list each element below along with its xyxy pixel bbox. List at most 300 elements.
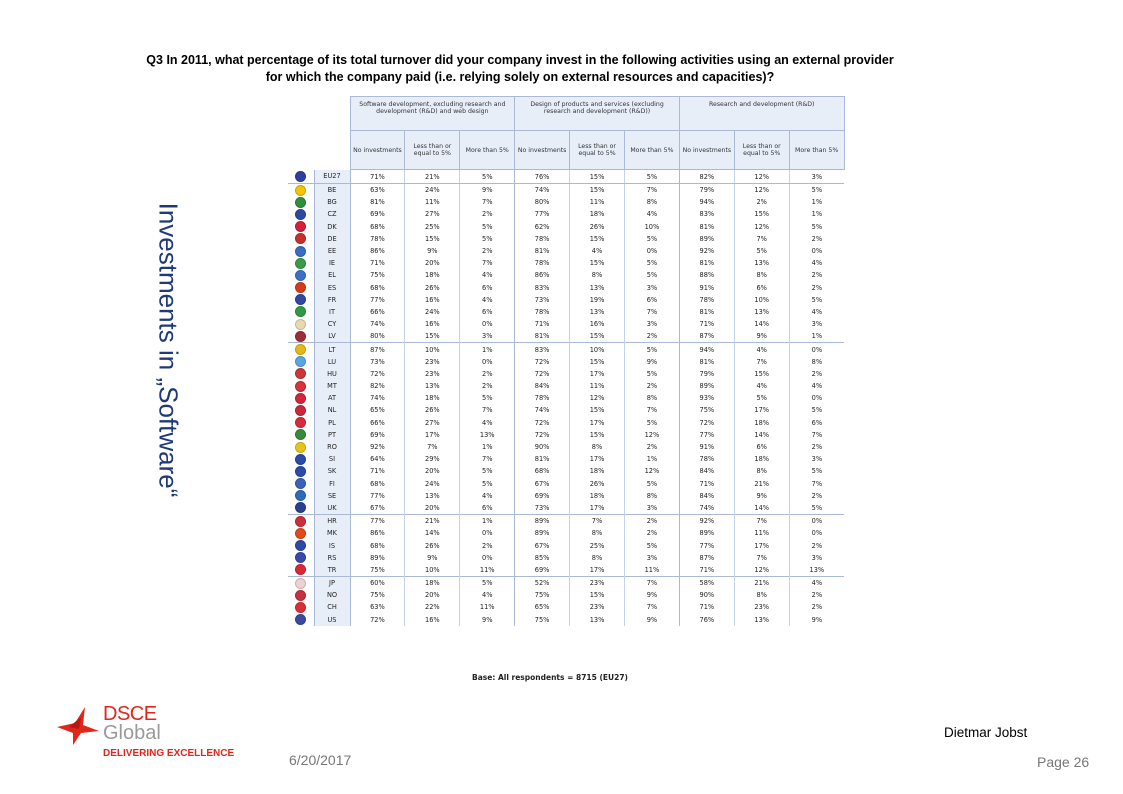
value-cell: 24% — [405, 184, 460, 197]
country-code: JP — [314, 577, 350, 590]
value-cell: 5% — [789, 465, 844, 477]
value-cell: 71% — [515, 318, 570, 330]
value-cell: 8% — [734, 589, 789, 601]
value-cell: 63% — [350, 601, 405, 613]
value-cell: 76% — [515, 170, 570, 184]
country-code: MT — [314, 380, 350, 392]
value-cell: 5% — [624, 170, 679, 184]
value-cell: 6% — [734, 282, 789, 294]
value-cell: 27% — [405, 208, 460, 220]
question-line-2: for which the company paid (i.e. relying solely on external resources and capacities)? — [265, 70, 775, 84]
country-flag-icon — [295, 564, 306, 575]
value-cell: 8% — [624, 196, 679, 208]
value-cell: 75% — [350, 564, 405, 577]
value-cell: 68% — [350, 221, 405, 233]
value-cell: 2% — [624, 441, 679, 453]
value-cell: 83% — [515, 282, 570, 294]
value-cell: 86% — [515, 269, 570, 281]
group-header-software: Software development, excluding research and development (R&D) and web design — [350, 97, 515, 131]
flag-cell — [288, 490, 314, 502]
value-cell: 78% — [515, 233, 570, 245]
country-code: FR — [314, 294, 350, 306]
value-cell: 81% — [515, 330, 570, 343]
value-cell: 15% — [405, 330, 460, 343]
value-cell: 78% — [350, 233, 405, 245]
value-cell: 3% — [624, 552, 679, 564]
value-cell: 5% — [624, 257, 679, 269]
flag-cell — [288, 552, 314, 564]
table-row — [288, 257, 844, 269]
value-cell: 58% — [679, 577, 734, 590]
country-flag-icon — [295, 258, 306, 269]
value-cell: 5% — [624, 343, 679, 356]
value-cell: 71% — [679, 478, 734, 490]
value-cell: 7% — [734, 552, 789, 564]
value-cell: 73% — [350, 356, 405, 368]
table-row — [288, 539, 844, 551]
value-cell: 67% — [515, 478, 570, 490]
value-cell: 7% — [624, 404, 679, 416]
value-cell: 23% — [405, 368, 460, 380]
value-cell: 7% — [460, 453, 515, 465]
value-cell: 14% — [734, 502, 789, 515]
survey-question — [110, 52, 930, 86]
country-flag-icon — [295, 306, 306, 317]
value-cell: 8% — [624, 490, 679, 502]
value-cell: 1% — [789, 208, 844, 220]
value-cell: 93% — [679, 392, 734, 404]
value-cell: 72% — [350, 368, 405, 380]
country-code: FI — [314, 478, 350, 490]
country-flag-icon — [295, 442, 306, 453]
value-cell: 17% — [405, 429, 460, 441]
country-flag-icon — [295, 540, 306, 551]
value-cell: 1% — [624, 453, 679, 465]
value-cell: 2% — [460, 245, 515, 257]
value-cell: 69% — [350, 208, 405, 220]
value-cell: 2% — [789, 368, 844, 380]
value-cell: 14% — [734, 318, 789, 330]
value-cell: 9% — [624, 589, 679, 601]
value-cell: 0% — [789, 343, 844, 356]
value-cell: 91% — [679, 441, 734, 453]
value-cell: 5% — [460, 170, 515, 184]
value-cell: 5% — [624, 478, 679, 490]
value-cell: 6% — [789, 417, 844, 429]
value-cell: 9% — [624, 614, 679, 626]
country-code: ES — [314, 282, 350, 294]
value-cell: 4% — [570, 245, 625, 257]
value-cell: 2% — [460, 208, 515, 220]
page-number: Page 26 — [1037, 754, 1090, 770]
value-cell: 17% — [570, 502, 625, 515]
value-cell: 81% — [679, 356, 734, 368]
value-cell: 4% — [734, 380, 789, 392]
value-cell: 17% — [570, 368, 625, 380]
header-blank — [314, 97, 350, 131]
value-cell: 71% — [679, 564, 734, 577]
table-row — [288, 245, 844, 257]
flag-cell — [288, 257, 314, 269]
value-cell: 3% — [460, 330, 515, 343]
logo-tagline: DELIVERING EXCELLENCE — [103, 748, 235, 759]
flag-cell — [288, 306, 314, 318]
value-cell: 20% — [405, 502, 460, 515]
value-cell: 62% — [515, 221, 570, 233]
value-cell: 8% — [570, 269, 625, 281]
country-flag-icon — [295, 331, 306, 342]
country-flag-icon — [295, 209, 306, 220]
value-cell: 3% — [789, 453, 844, 465]
value-cell: 6% — [460, 306, 515, 318]
value-cell: 8% — [624, 392, 679, 404]
value-cell: 72% — [350, 614, 405, 626]
value-cell: 89% — [679, 527, 734, 539]
country-flag-icon — [295, 454, 306, 465]
value-cell: 12% — [734, 184, 789, 197]
flag-cell — [288, 465, 314, 477]
value-cell: 16% — [405, 614, 460, 626]
value-cell: 0% — [460, 527, 515, 539]
table-row — [288, 465, 844, 477]
country-code: UK — [314, 502, 350, 515]
flag-cell — [288, 478, 314, 490]
value-cell: 71% — [350, 257, 405, 269]
value-cell: 5% — [789, 221, 844, 233]
value-cell: 5% — [460, 392, 515, 404]
value-cell: 27% — [405, 417, 460, 429]
country-code: AT — [314, 392, 350, 404]
table-row — [288, 343, 844, 356]
value-cell: 17% — [570, 417, 625, 429]
value-cell: 2% — [460, 380, 515, 392]
subheader-le-5: Less than or equal to 5% — [405, 131, 460, 170]
table-row — [288, 564, 844, 577]
value-cell: 20% — [405, 589, 460, 601]
value-cell: 83% — [679, 208, 734, 220]
value-cell: 2% — [789, 269, 844, 281]
value-cell: 69% — [350, 429, 405, 441]
value-cell: 2% — [789, 282, 844, 294]
value-cell: 5% — [624, 233, 679, 245]
value-cell: 15% — [570, 356, 625, 368]
country-code: IT — [314, 306, 350, 318]
value-cell: 74% — [350, 392, 405, 404]
value-cell: 6% — [624, 294, 679, 306]
value-cell: 91% — [679, 282, 734, 294]
header-blank — [314, 131, 350, 170]
country-code: BG — [314, 196, 350, 208]
table-body — [288, 170, 844, 626]
slide-title: Investments in „Software“ — [153, 202, 184, 498]
value-cell: 2% — [460, 539, 515, 551]
value-cell: 68% — [350, 282, 405, 294]
value-cell: 77% — [679, 429, 734, 441]
flag-cell — [288, 294, 314, 306]
value-cell: 73% — [515, 502, 570, 515]
value-cell: 7% — [624, 306, 679, 318]
table-row — [288, 184, 844, 197]
value-cell: 79% — [679, 184, 734, 197]
table-row — [288, 429, 844, 441]
value-cell: 24% — [405, 478, 460, 490]
value-cell: 69% — [515, 490, 570, 502]
flag-cell — [288, 368, 314, 380]
value-cell: 12% — [734, 170, 789, 184]
value-cell: 18% — [405, 392, 460, 404]
value-cell: 17% — [570, 564, 625, 577]
value-cell: 81% — [679, 257, 734, 269]
value-cell: 77% — [515, 208, 570, 220]
value-cell: 2% — [789, 589, 844, 601]
value-cell: 12% — [624, 429, 679, 441]
value-cell: 3% — [624, 502, 679, 515]
subheader-no-investments: No investments — [515, 131, 570, 170]
value-cell: 64% — [350, 453, 405, 465]
value-cell: 90% — [515, 441, 570, 453]
table-row — [288, 478, 844, 490]
value-cell: 4% — [789, 306, 844, 318]
value-cell: 4% — [460, 269, 515, 281]
value-cell: 89% — [515, 527, 570, 539]
value-cell: 67% — [515, 539, 570, 551]
value-cell: 1% — [460, 441, 515, 453]
value-cell: 75% — [515, 614, 570, 626]
value-cell: 4% — [624, 208, 679, 220]
flag-cell — [288, 282, 314, 294]
value-cell: 4% — [789, 577, 844, 590]
question-line-1: Q3 In 2011, what percentage of its total turnover did your company invest in the following activities using an external provider — [146, 53, 894, 67]
value-cell: 83% — [515, 343, 570, 356]
value-cell: 9% — [460, 614, 515, 626]
country-flag-icon — [295, 552, 306, 563]
value-cell: 15% — [570, 589, 625, 601]
value-cell: 92% — [350, 441, 405, 453]
footer-date: 6/20/2017 — [289, 752, 352, 768]
value-cell: 76% — [679, 614, 734, 626]
value-cell: 2% — [624, 515, 679, 528]
value-cell: 5% — [624, 539, 679, 551]
value-cell: 2% — [460, 368, 515, 380]
value-cell: 85% — [515, 552, 570, 564]
country-flag-icon — [295, 381, 306, 392]
flag-cell — [288, 356, 314, 368]
value-cell: 5% — [460, 465, 515, 477]
country-flag-icon — [295, 502, 306, 513]
value-cell: 2% — [789, 601, 844, 613]
value-cell: 73% — [515, 294, 570, 306]
value-cell: 72% — [515, 368, 570, 380]
table-row — [288, 306, 844, 318]
value-cell: 8% — [570, 441, 625, 453]
value-cell: 71% — [679, 318, 734, 330]
value-cell: 23% — [405, 356, 460, 368]
value-cell: 68% — [515, 465, 570, 477]
value-cell: 17% — [734, 404, 789, 416]
value-cell: 18% — [734, 417, 789, 429]
value-cell: 0% — [460, 318, 515, 330]
value-cell: 7% — [624, 577, 679, 590]
country-code: EL — [314, 269, 350, 281]
value-cell: 15% — [734, 368, 789, 380]
value-cell: 2% — [789, 539, 844, 551]
value-cell: 10% — [570, 343, 625, 356]
value-cell: 87% — [679, 552, 734, 564]
country-code: NO — [314, 589, 350, 601]
table-row — [288, 392, 844, 404]
value-cell: 7% — [624, 184, 679, 197]
value-cell: 94% — [679, 343, 734, 356]
value-cell: 3% — [789, 318, 844, 330]
value-cell: 82% — [679, 170, 734, 184]
value-cell: 5% — [789, 184, 844, 197]
value-cell: 26% — [405, 282, 460, 294]
flag-cell — [288, 564, 314, 577]
country-flag-icon — [295, 614, 306, 625]
flag-cell — [288, 539, 314, 551]
value-cell: 12% — [624, 465, 679, 477]
value-cell: 1% — [789, 330, 844, 343]
value-cell: 13% — [570, 282, 625, 294]
value-cell: 68% — [350, 478, 405, 490]
value-cell: 25% — [570, 539, 625, 551]
flag-cell — [288, 453, 314, 465]
value-cell: 68% — [350, 539, 405, 551]
table-row — [288, 282, 844, 294]
flag-cell — [288, 417, 314, 429]
value-cell: 7% — [734, 515, 789, 528]
value-cell: 4% — [460, 589, 515, 601]
value-cell: 0% — [789, 245, 844, 257]
flag-cell — [288, 614, 314, 626]
value-cell: 11% — [570, 196, 625, 208]
value-cell: 66% — [350, 417, 405, 429]
table-row — [288, 417, 844, 429]
value-cell: 26% — [570, 221, 625, 233]
country-flag-icon — [295, 246, 306, 257]
value-cell: 5% — [624, 368, 679, 380]
table-row — [288, 527, 844, 539]
value-cell: 52% — [515, 577, 570, 590]
table-row — [288, 614, 844, 626]
country-flag-icon — [295, 478, 306, 489]
value-cell: 78% — [515, 306, 570, 318]
table-row — [288, 330, 844, 343]
country-code: TR — [314, 564, 350, 577]
flag-cell — [288, 269, 314, 281]
value-cell: 13% — [734, 257, 789, 269]
country-flag-icon — [295, 578, 306, 589]
group-header-design: Design of products and services (excluding research and development (R&D)) — [515, 97, 680, 131]
country-flag-icon — [295, 319, 306, 330]
value-cell: 8% — [734, 465, 789, 477]
value-cell: 0% — [624, 245, 679, 257]
value-cell: 22% — [405, 601, 460, 613]
footer-author: Dietmar Jobst — [944, 725, 1028, 740]
country-flag-icon — [295, 197, 306, 208]
value-cell: 89% — [515, 515, 570, 528]
value-cell: 4% — [789, 257, 844, 269]
value-cell: 1% — [460, 343, 515, 356]
value-cell: 21% — [405, 170, 460, 184]
flag-cell — [288, 196, 314, 208]
value-cell: 10% — [624, 221, 679, 233]
value-cell: 72% — [515, 417, 570, 429]
value-cell: 9% — [624, 356, 679, 368]
country-flag-icon — [295, 368, 306, 379]
value-cell: 84% — [679, 465, 734, 477]
flag-cell — [288, 589, 314, 601]
value-cell: 23% — [734, 601, 789, 613]
value-cell: 65% — [515, 601, 570, 613]
flag-cell — [288, 221, 314, 233]
value-cell: 26% — [405, 539, 460, 551]
country-flag-icon — [295, 171, 306, 182]
value-cell: 92% — [679, 515, 734, 528]
value-cell: 5% — [734, 245, 789, 257]
header-blank — [288, 97, 314, 131]
value-cell: 81% — [350, 196, 405, 208]
table-row — [288, 269, 844, 281]
value-cell: 7% — [405, 441, 460, 453]
value-cell: 6% — [460, 502, 515, 515]
value-cell: 12% — [734, 221, 789, 233]
value-cell: 13% — [405, 490, 460, 502]
value-cell: 19% — [570, 294, 625, 306]
flag-cell — [288, 577, 314, 590]
flag-cell — [288, 233, 314, 245]
value-cell: 75% — [679, 404, 734, 416]
country-flag-icon — [295, 490, 306, 501]
country-code: IS — [314, 539, 350, 551]
value-cell: 7% — [460, 404, 515, 416]
value-cell: 78% — [515, 257, 570, 269]
flag-cell — [288, 527, 314, 539]
country-flag-icon — [295, 282, 306, 293]
table-row — [288, 380, 844, 392]
value-cell: 89% — [350, 552, 405, 564]
value-cell: 89% — [679, 380, 734, 392]
table-row — [288, 170, 844, 184]
value-cell: 78% — [679, 294, 734, 306]
value-cell: 75% — [515, 589, 570, 601]
value-cell: 78% — [515, 392, 570, 404]
table-row — [288, 356, 844, 368]
country-flag-icon — [295, 466, 306, 477]
value-cell: 71% — [350, 465, 405, 477]
logo-global-text: Global — [103, 722, 161, 744]
value-cell: 21% — [405, 515, 460, 528]
value-cell: 17% — [734, 539, 789, 551]
country-code: EE — [314, 245, 350, 257]
value-cell: 15% — [570, 330, 625, 343]
base-note: Base: All respondents = 8715 (EU27) — [472, 673, 628, 682]
value-cell: 15% — [570, 184, 625, 197]
value-cell: 2% — [734, 196, 789, 208]
table-row — [288, 368, 844, 380]
country-code: RO — [314, 441, 350, 453]
value-cell: 13% — [570, 306, 625, 318]
value-cell: 18% — [570, 208, 625, 220]
value-cell: 9% — [405, 552, 460, 564]
value-cell: 12% — [570, 392, 625, 404]
country-code: US — [314, 614, 350, 626]
value-cell: 15% — [405, 233, 460, 245]
flag-cell — [288, 441, 314, 453]
country-code: HU — [314, 368, 350, 380]
value-cell: 77% — [350, 294, 405, 306]
flag-cell — [288, 184, 314, 197]
